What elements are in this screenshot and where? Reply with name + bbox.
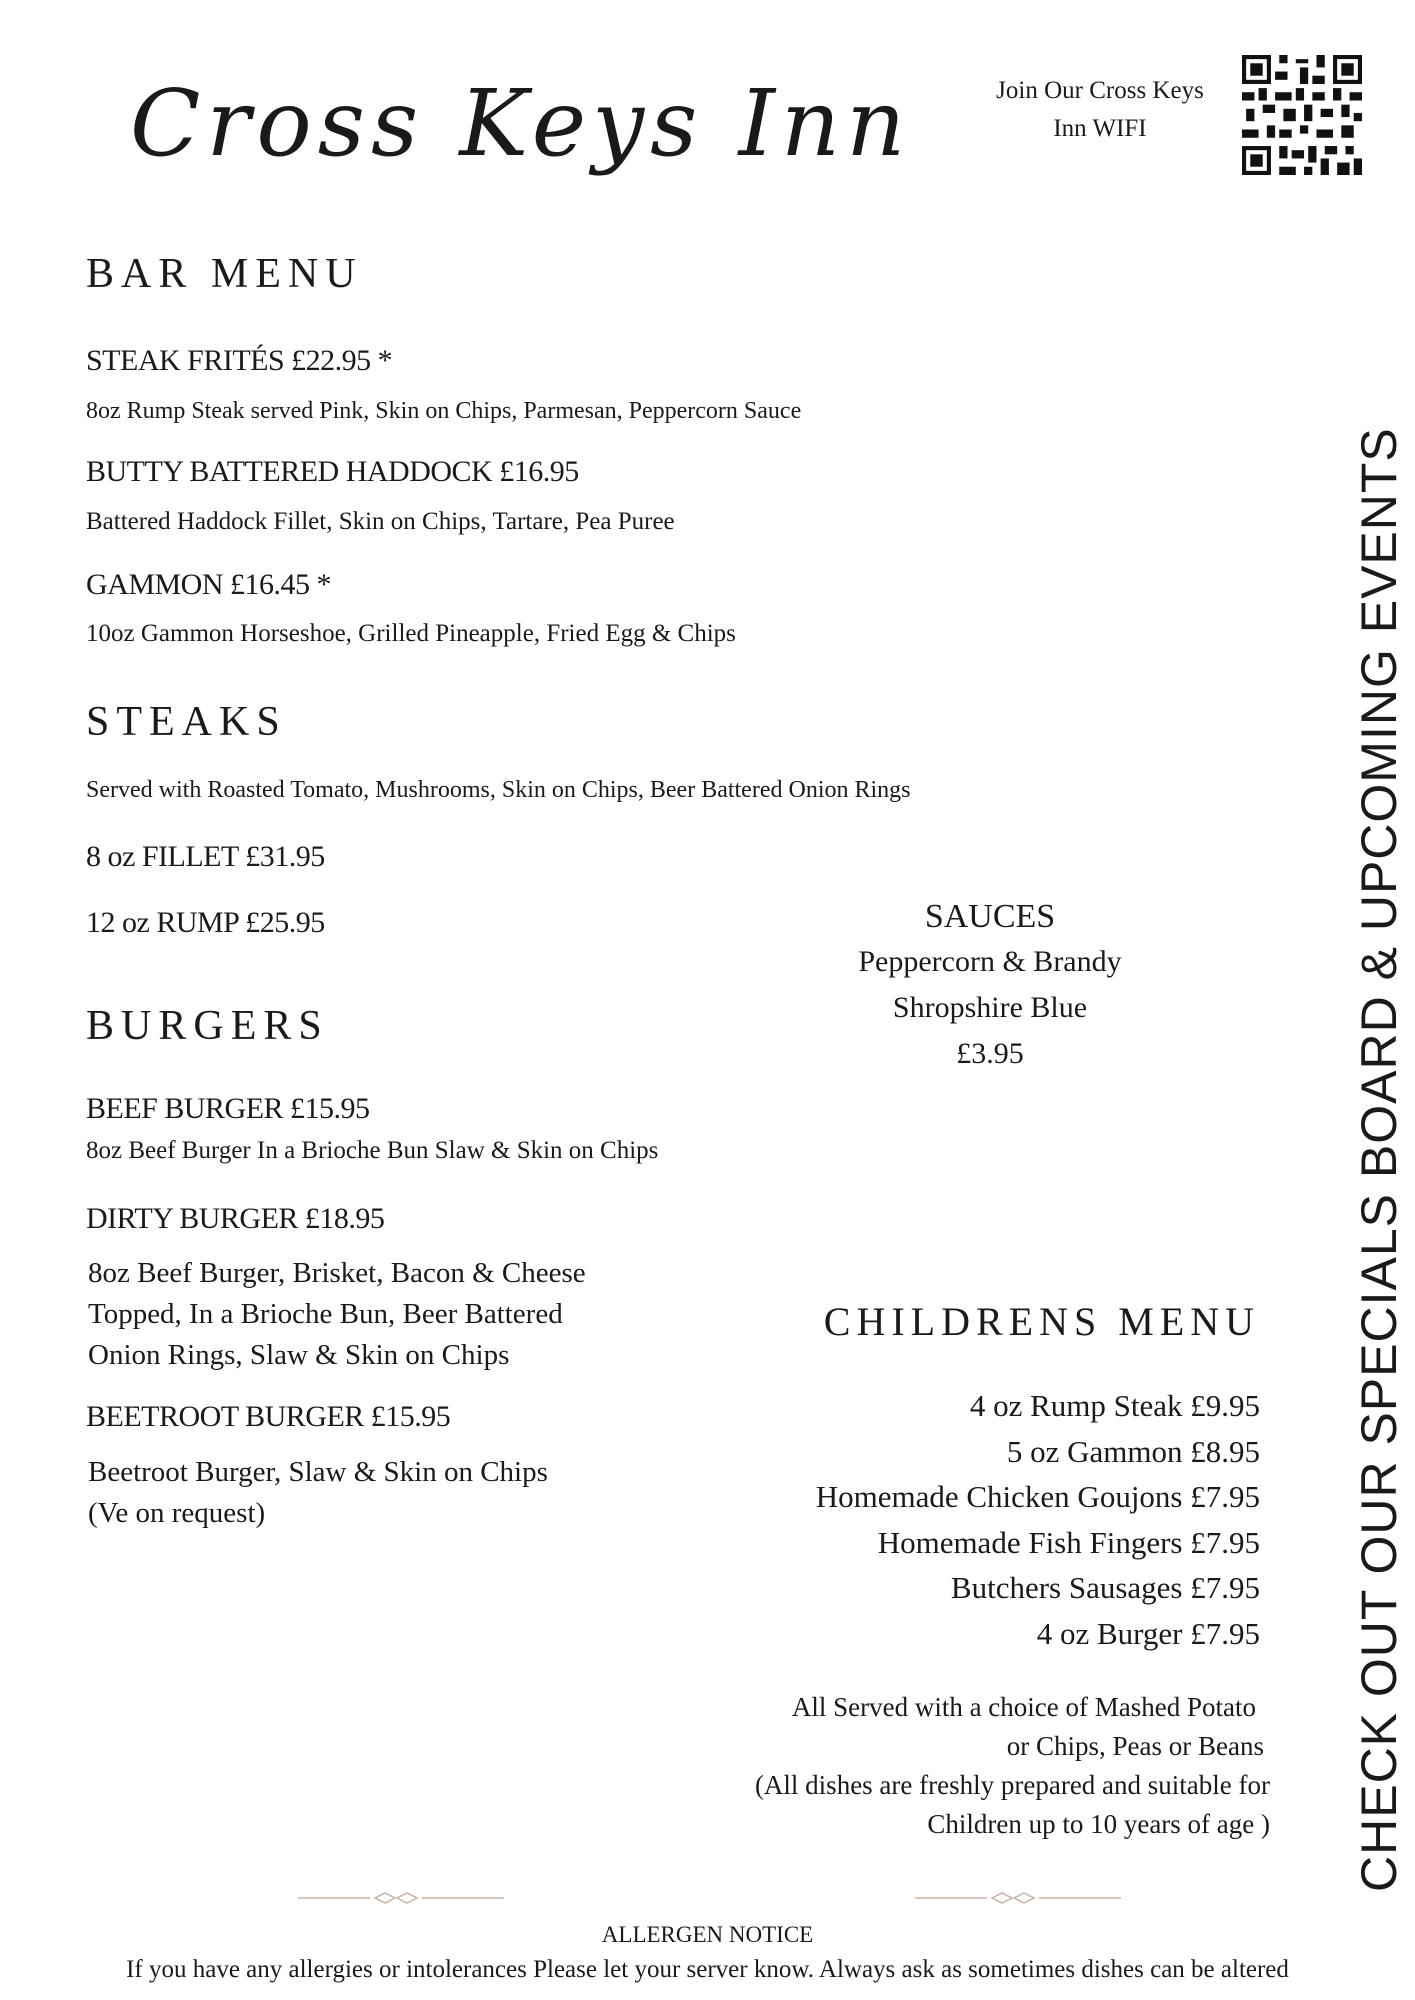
burgers-heading: BURGERS (86, 1003, 329, 1049)
burger-item-desc (88, 1253, 586, 1376)
childrens-item: Homemade Chicken Goujons £7.95 (815, 1479, 1260, 1514)
divider-left-a (298, 1897, 370, 1899)
bar-item-desc: Battered Haddock Fillet, Skin on Chips, Tartare, Pea Puree (86, 508, 675, 535)
divider-right-b (1039, 1897, 1121, 1899)
desc-line: Topped, In a Brioche Bun, Beer Battered (88, 1298, 563, 1330)
steaks-heading: STEAKS (86, 699, 287, 745)
desc-line: Onion Rings, Slaw & Skin on Chips (88, 1339, 510, 1371)
bar-item-title: GAMMON £16.45 * (86, 568, 332, 601)
sauce-line: Peppercorn & Brandy (858, 945, 1122, 978)
wifi-label (960, 72, 1240, 148)
childrens-menu-heading: CHILDRENS MENU (823, 1299, 1260, 1344)
bar-menu-heading: BAR MENU (86, 251, 363, 297)
desc-line: 8oz Beef Burger, Brisket, Bacon & Cheese (88, 1257, 586, 1289)
bar-item-title: STEAK FRITÉS £22.95 * (86, 344, 393, 377)
burger-item-title: DIRTY BURGER £18.95 (86, 1202, 385, 1235)
burger-item-title: BEEF BURGER £15.95 (86, 1092, 370, 1125)
steak-item: 8 oz FILLET £31.95 (86, 840, 325, 873)
bar-item-title: BUTTY BATTERED HADDOCK £16.95 (86, 455, 579, 488)
allergen-heading: ALLERGEN NOTICE (601, 1922, 814, 1947)
childrens-items (640, 1383, 1260, 1656)
ornament-divider-icon (990, 1891, 1036, 1905)
childrens-notes (620, 1688, 1270, 1844)
bar-item-desc: 8oz Rump Steak served Pink, Skin on Chips, Parmesan, Peppercorn Sauce (86, 398, 802, 424)
childrens-item: Butchers Sausages £7.95 (950, 1570, 1260, 1605)
childrens-item: 4 oz Rump Steak £9.95 (969, 1388, 1260, 1423)
childrens-item: 4 oz Burger £7.95 (1036, 1615, 1260, 1651)
burger-item-title: BEETROOT BURGER £15.95 (86, 1400, 451, 1433)
bar-item-desc: 10oz Gammon Horseshoe, Grilled Pineapple, Fried Egg & Chips (86, 620, 736, 647)
sauce-price: £3.95 (956, 1037, 1024, 1070)
sauces-block (780, 895, 1200, 1077)
sauce-line: Shropshire Blue (892, 991, 1088, 1024)
steaks-note: Served with Roasted Tomato, Mushrooms, Skin on Chips, Beer Battered Onion Rings (86, 777, 911, 803)
wifi-line-1: Join Our Cross Keys (996, 77, 1204, 104)
divider-right-a (915, 1897, 987, 1899)
childrens-note: All Served with a choice of Mashed Potato (791, 1692, 1256, 1722)
childrens-item: Homemade Fish Fingers £7.95 (877, 1524, 1260, 1560)
burger-item-desc: 8oz Beef Burger In a Brioche Bun Slaw & Skin on Chips (86, 1137, 659, 1164)
childrens-note: (All dishes are freshly prepared and suitable for (754, 1770, 1270, 1800)
childrens-note: or Chips, Peas or Beans (1006, 1731, 1264, 1761)
wifi-line-2: Inn WIFI (1053, 115, 1147, 142)
ornament-divider-icon (373, 1891, 419, 1905)
childrens-item: 5 oz Gammon £8.95 (1006, 1433, 1260, 1469)
allergen-text: If you have any allergies or intolerances Please let your server know. Always ask as sometimes dishes can be altered (126, 1956, 1289, 1983)
childrens-note: Children up to 10 years of age ) (927, 1809, 1270, 1839)
desc-line: (Ve on request) (88, 1497, 266, 1529)
specials-banner: CHECK OUT OUR SPECIALS BOARD & UPCOMING EVENTS (1351, 427, 1407, 1892)
sauces-heading: SAUCES (924, 898, 1056, 935)
desc-line: Beetroot Burger, Slaw & Skin on Chips (88, 1456, 548, 1488)
divider-left-b (422, 1897, 504, 1899)
steak-item: 12 oz RUMP £25.95 (86, 906, 325, 939)
restaurant-title: Cross Keys Inn (130, 70, 912, 177)
qr-code-icon[interactable] (1242, 55, 1362, 175)
burger-item-desc (88, 1452, 548, 1534)
